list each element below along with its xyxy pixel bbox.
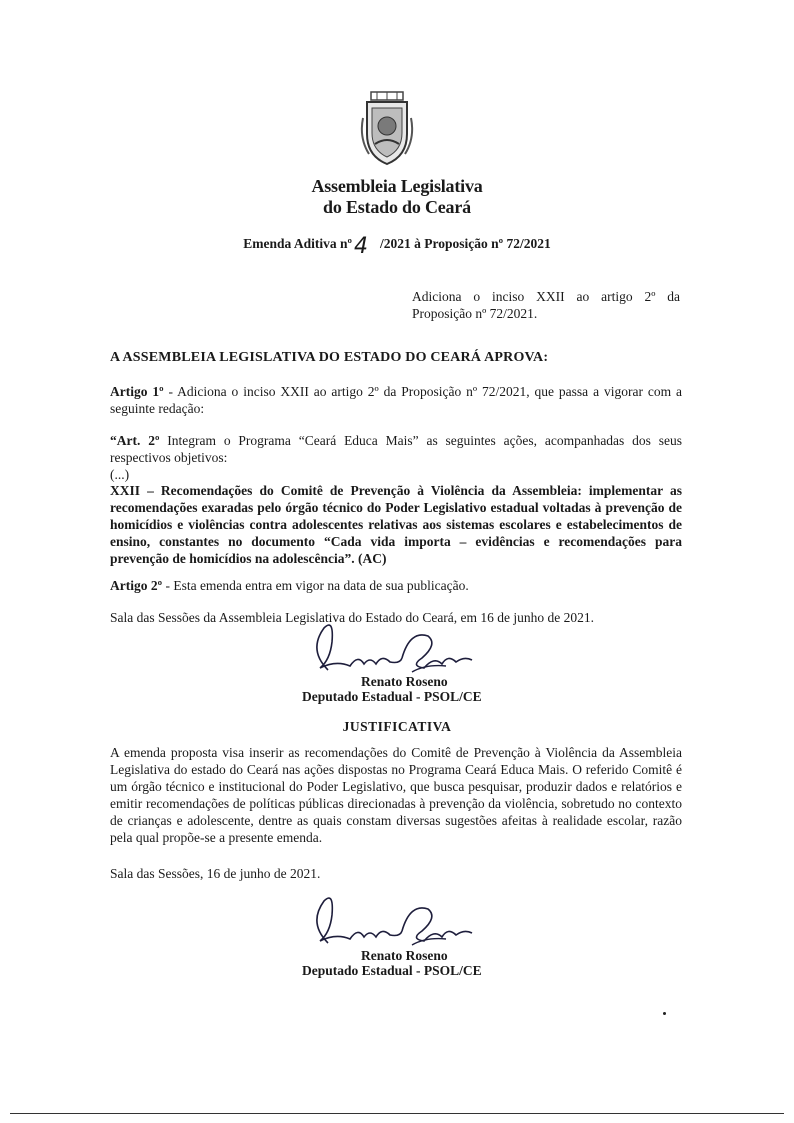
artigo-1-text: - Adiciona o inciso XXII ao artigo 2º da Proposição nº 72/2021, que passa a vigorar com a seguinte redação: (110, 384, 682, 416)
ementa: Adiciona o inciso XXII ao artigo 2º da Proposição nº 72/2021. (412, 289, 680, 321)
signer-name-2: Renato Roseno (361, 948, 448, 963)
art-2-quote-text: Integram o Programa “Ceará Educa Mais” as seguintes ações, acompanhadas dos seus respectivos objetivos: (110, 433, 682, 465)
handwritten-signature-2 (306, 893, 476, 953)
org-name-line1: Assembleia Legislativa (311, 176, 483, 196)
session-date-2: Sala das Sessões, 16 de junho de 2021. (110, 866, 321, 881)
scan-speck (663, 1012, 666, 1015)
page-bottom-rule (10, 1113, 784, 1114)
art-2-quote-label: “Art. 2º (110, 433, 160, 448)
signer-role-2: Deputado Estadual - PSOL/CE (302, 963, 482, 978)
signer-role: Deputado Estadual - PSOL/CE (302, 689, 482, 704)
artigo-2-text: - Esta emenda entra em vigor na data de sua publicação. (162, 578, 469, 593)
artigo-1-label: Artigo 1º (110, 384, 164, 399)
org-name-line2: do Estado do Ceará (323, 197, 471, 217)
ellipsis: (...) (110, 467, 130, 482)
state-coat-of-arms-icon (357, 88, 417, 168)
document-title (0, 234, 794, 259)
session-place-date: Sala das Sessões da Assembleia Legislativa do Estado do Ceará, em 16 de junho de 2021. (110, 610, 595, 625)
art-2-quote (110, 432, 682, 466)
title-prefix: Emenda Aditiva nº (243, 236, 352, 251)
section-heading: A ASSEMBLEIA LEGISLATIVA DO ESTADO DO CEARÁ APROVA: (110, 350, 549, 365)
justificativa-heading: JUSTIFICATIVA (342, 719, 452, 734)
handwritten-signature (306, 620, 476, 680)
title-suffix: /2021 à Proposição nº 72/2021 (380, 236, 551, 251)
artigo-1 (110, 383, 682, 417)
artigo-2-label: Artigo 2º (110, 578, 163, 593)
justificativa-text: A emenda proposta visa inserir as recomendações do Comitê de Prevenção à Violência da Assembleia Legislativa do estado do Ceará nas ações dispostas no Programa Ceará Educa Mais. O referido Comitê é um órgão técnico e institucional do Poder Legislativo, que busca pesquisar, produzir dados e relatórios e emitir recomendações de políticas públicas direcionadas à prevenção da violência, sobretudo no contexto de crianças e adolescente, dentre as quais constam diversas sugestões afeitas à realidade escolar, razão pela qual propõe-se a presente emenda. (110, 745, 682, 845)
artigo-2 (110, 577, 682, 594)
handwritten-number: 4 (354, 234, 368, 259)
signer-name: Renato Roseno (361, 674, 448, 689)
inciso-xxii: XXII – Recomendações do Comitê de Prevenção à Violência da Assembleia: implementar as recomendações exaradas pelo órgão técnico do Poder Legislativo estadual voltadas à prevenção de homicídios e violências contra adolescentes relativas aos sistemas escolares e estabelecimentos de ensino, constantes no documento “Cada vida importa – evidências e recomendações para prevenção de homicídios na adolescência”. (AC) (110, 483, 682, 566)
